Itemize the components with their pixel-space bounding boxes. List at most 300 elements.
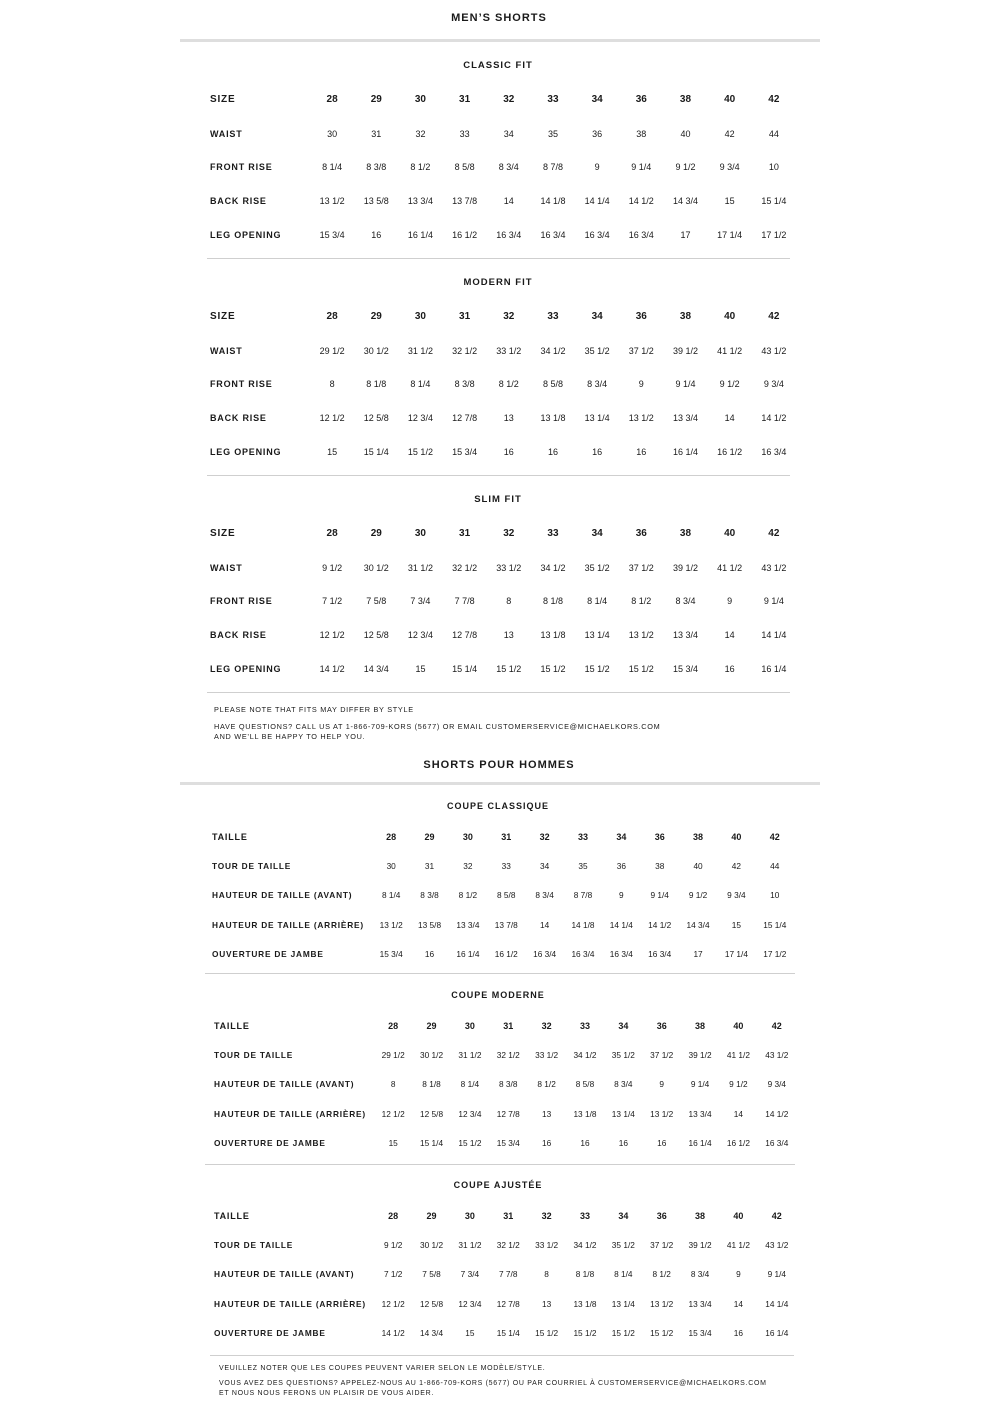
contact-note-fr: VOUS AVEZ DES QUESTIONS? APPELEZ-NOUS AU 1-866-709-KORS (5677) OU PAR COURRIEL À CUSTOMERSERVICE@MICHAELKORS.COM xyxy=(219,1380,767,1387)
size-header-cell: 38 xyxy=(679,528,692,540)
measurement-cell: 9 xyxy=(619,890,624,901)
fit-title-ajustee: COUPE AJUSTÉE xyxy=(453,1180,543,1190)
measurement-cell: 15 3/4 xyxy=(496,1138,520,1149)
measurement-row xyxy=(210,652,796,686)
measurement-cell: 9 3/4 xyxy=(763,379,784,390)
measurement-cell: 8 5/8 xyxy=(454,162,475,173)
measurement-cell: 32 1/2 xyxy=(496,1050,520,1061)
measurement-cell: 8 3/4 xyxy=(675,596,696,607)
measurement-cell: 8 3/4 xyxy=(690,1269,710,1280)
measurement-cell: 15 3/4 xyxy=(319,230,345,241)
measurement-cell: 30 1/2 xyxy=(420,1240,444,1251)
measurement-cell: 16 3/4 xyxy=(765,1138,789,1149)
measurement-cell: 33 1/2 xyxy=(535,1050,559,1061)
measurement-cell: 14 1/2 xyxy=(319,664,345,675)
measurement-cell: 8 1/8 xyxy=(366,379,387,390)
measurement-cell: 16 xyxy=(592,447,603,458)
measurement-cell: 9 3/4 xyxy=(767,1079,787,1090)
measurement-cell: 14 1/2 xyxy=(648,919,672,930)
measurement-cell: 8 3/4 xyxy=(498,162,519,173)
measurement-cell: 15 1/4 xyxy=(763,919,787,930)
measurement-cell: 13 1/4 xyxy=(584,630,610,641)
measurement-cell: 35 1/2 xyxy=(584,345,610,356)
measurement-cell: 8 xyxy=(329,379,335,390)
row-label: LEG OPENING xyxy=(210,230,282,241)
measurement-cell: 15 xyxy=(327,447,338,458)
size-header-cell: 33 xyxy=(547,311,559,323)
measurement-cell: 13 1/8 xyxy=(573,1108,597,1119)
size-header-cell: 28 xyxy=(388,1210,399,1221)
measurement-cell: 7 1/2 xyxy=(383,1269,403,1280)
measurement-cell: 12 7/8 xyxy=(496,1298,520,1309)
measurement-cell: 8 1/4 xyxy=(381,890,401,901)
measurement-cell: 43 1/2 xyxy=(761,345,787,356)
row-label: SIZE xyxy=(210,94,236,106)
measurement-cell: 16 1/4 xyxy=(688,1138,712,1149)
measurement-cell: 7 7/8 xyxy=(454,596,475,607)
measurement-cell: 14 xyxy=(540,919,550,930)
measurement-cell: 41 1/2 xyxy=(726,1050,750,1061)
measurement-row xyxy=(210,368,796,402)
size-header-cell: 34 xyxy=(618,1210,629,1221)
size-header-row xyxy=(210,83,796,117)
measurement-cell: 15 1/2 xyxy=(540,664,566,675)
measurement-cell: 8 3/8 xyxy=(499,1079,518,1090)
size-header-cell: 30 xyxy=(414,528,426,540)
measurement-cell: 8 5/8 xyxy=(575,1079,595,1090)
measurement-row xyxy=(212,881,794,910)
measurement-cell: 42 xyxy=(731,861,742,872)
measurement-cell: 8 1/4 xyxy=(322,162,343,173)
measurement-cell: 9 1/4 xyxy=(631,162,652,173)
measurement-cell: 14 3/4 xyxy=(420,1328,444,1339)
measurement-cell: 13 xyxy=(542,1298,552,1309)
measurement-row xyxy=(210,618,796,652)
measurement-row xyxy=(210,401,796,435)
measurement-cell: 15 1/4 xyxy=(363,447,389,458)
measurement-cell: 38 xyxy=(655,861,665,872)
size-header-cell: 28 xyxy=(326,528,338,540)
measurement-cell: 15 1/2 xyxy=(611,1328,635,1339)
measurement-cell: 40 xyxy=(693,861,703,872)
measurement-cell: 35 xyxy=(547,128,558,139)
size-header-row xyxy=(214,1011,796,1040)
measurement-cell: 17 1/2 xyxy=(761,230,787,241)
section-divider xyxy=(205,1164,795,1165)
measurement-cell: 13 5/8 xyxy=(363,196,389,207)
size-header-row xyxy=(210,517,796,551)
measurement-cell: 34 xyxy=(540,861,550,872)
measurement-cell: 41 1/2 xyxy=(726,1240,750,1251)
fit-title-classic: CLASSIC FIT xyxy=(463,60,533,71)
measurement-cell: 9 xyxy=(594,162,600,173)
measurement-cell: 14 1/2 xyxy=(628,196,654,207)
size-header-cell: 29 xyxy=(370,311,382,323)
measurement-cell: 14 1/4 xyxy=(765,1298,789,1309)
row-label: HAUTEUR DE TAILLE (ARRIÈRE) xyxy=(214,1108,366,1119)
measurement-cell: 15 1/4 xyxy=(452,664,478,675)
row-label: BACK RISE xyxy=(210,413,267,424)
measurement-cell: 39 1/2 xyxy=(672,562,698,573)
measurement-cell: 9 1/2 xyxy=(675,162,696,173)
size-header-cell: 42 xyxy=(768,528,780,540)
measurement-cell: 7 5/8 xyxy=(422,1269,441,1280)
measurement-cell: 14 3/4 xyxy=(672,196,698,207)
measurement-cell: 15 1/2 xyxy=(584,664,610,675)
measurement-cell: 9 xyxy=(736,1269,741,1280)
size-header-cell: 42 xyxy=(768,311,780,323)
measurement-cell: 13 1/2 xyxy=(319,196,345,207)
measurement-cell: 15 xyxy=(731,919,742,930)
row-label: HAUTEUR DE TAILLE (AVANT) xyxy=(214,1269,355,1280)
measurement-cell: 30 1/2 xyxy=(363,562,389,573)
fit-note-en: PLEASE NOTE THAT FITS MAY DIFFER BY STYLE xyxy=(214,705,414,714)
size-header-cell: 30 xyxy=(462,831,473,842)
measurement-cell: 16 xyxy=(636,447,647,458)
row-label: SIZE xyxy=(210,528,236,540)
measurement-cell: 14 xyxy=(733,1298,744,1309)
measurement-row xyxy=(210,551,796,585)
contact-note-fr-cont: ET NOUS NOUS FERONS UN PLAISIR DE VOUS AIDER. xyxy=(219,1390,434,1397)
row-label: TOUR DE TAILLE xyxy=(214,1240,294,1251)
row-label: HAUTEUR DE TAILLE (AVANT) xyxy=(212,890,353,901)
size-header-cell: 36 xyxy=(635,528,647,540)
measurement-cell: 16 1/2 xyxy=(494,949,518,960)
measurement-row xyxy=(210,117,796,151)
size-header-cell: 31 xyxy=(501,831,512,842)
measurement-cell: 8 3/4 xyxy=(587,379,608,390)
size-header-cell: 32 xyxy=(503,528,515,540)
measurement-cell: 13 1/4 xyxy=(584,413,610,424)
size-header-cell: 29 xyxy=(424,831,435,842)
measurement-cell: 8 3/4 xyxy=(535,890,554,901)
size-header-cell: 32 xyxy=(541,1020,552,1031)
measurement-cell: 16 xyxy=(503,447,514,458)
measurement-cell: 9 3/4 xyxy=(719,162,740,173)
measurement-cell: 34 1/2 xyxy=(573,1240,597,1251)
measurement-cell: 34 1/2 xyxy=(540,562,566,573)
measurement-cell: 8 3/4 xyxy=(614,1079,633,1090)
measurement-row xyxy=(210,151,796,185)
contact-note-en-cont: AND WE’LL BE HAPPY TO HELP YOU. xyxy=(214,732,366,741)
row-label: FRONT RISE xyxy=(210,379,273,390)
size-table-slim-fit xyxy=(210,517,796,686)
measurement-cell: 7 1/2 xyxy=(322,596,343,607)
size-header-cell: 38 xyxy=(679,94,692,106)
measurement-cell: 12 5/8 xyxy=(363,630,389,641)
measurement-cell: 8 1/8 xyxy=(422,1079,441,1090)
measurement-cell: 16 1/4 xyxy=(672,447,698,458)
size-table-coupe-moderne xyxy=(214,1011,796,1158)
measurement-row xyxy=(214,1099,796,1128)
size-header-cell: 31 xyxy=(459,311,471,323)
size-header-cell: 30 xyxy=(414,311,426,323)
measurement-row xyxy=(214,1289,796,1318)
measurement-cell: 8 7/8 xyxy=(542,162,563,173)
measurement-cell: 36 xyxy=(592,128,603,139)
size-header-cell: 30 xyxy=(464,1210,475,1221)
measurement-cell: 16 3/4 xyxy=(761,447,787,458)
measurement-cell: 14 xyxy=(724,413,735,424)
measurement-cell: 9 1/4 xyxy=(690,1079,710,1090)
measurement-cell: 12 7/8 xyxy=(496,1108,520,1119)
measurement-cell: 12 5/8 xyxy=(420,1108,444,1119)
measurement-cell: 16 xyxy=(547,447,558,458)
measurement-cell: 33 1/2 xyxy=(496,562,522,573)
page-title-fr: SHORTS POUR HOMMES xyxy=(423,759,575,771)
row-label: TAILLE xyxy=(214,1210,250,1221)
size-header-cell: 32 xyxy=(539,831,550,842)
measurement-cell: 13 3/4 xyxy=(456,919,480,930)
measurement-cell: 17 1/4 xyxy=(724,949,748,960)
measurement-row xyxy=(214,1230,796,1259)
size-header-cell: 28 xyxy=(326,311,338,323)
measurement-cell: 30 1/2 xyxy=(363,345,389,356)
measurement-cell: 14 1/8 xyxy=(571,919,595,930)
title-divider-fr xyxy=(180,782,820,785)
measurement-cell: 13 1/8 xyxy=(540,630,566,641)
measurement-cell: 31 1/2 xyxy=(458,1050,482,1061)
measurement-cell: 12 1/2 xyxy=(381,1298,405,1309)
measurement-cell: 17 xyxy=(693,949,703,960)
size-header-cell: 42 xyxy=(771,1020,782,1031)
measurement-cell: 13 1/2 xyxy=(628,413,654,424)
size-header-cell: 36 xyxy=(635,311,647,323)
measurement-cell: 16 xyxy=(618,1138,628,1149)
measurement-cell: 12 3/4 xyxy=(458,1298,482,1309)
measurement-cell: 14 xyxy=(503,196,514,207)
size-header-cell: 32 xyxy=(503,311,515,323)
size-header-cell: 40 xyxy=(733,1210,744,1221)
measurement-cell: 36 xyxy=(616,861,626,872)
measurement-cell: 14 xyxy=(724,630,735,641)
measurement-cell: 15 xyxy=(388,1138,398,1149)
measurement-cell: 16 xyxy=(542,1138,552,1149)
measurement-cell: 13 1/8 xyxy=(540,413,566,424)
measurement-cell: 8 1/2 xyxy=(498,379,519,390)
measurement-cell: 13 3/4 xyxy=(688,1108,712,1119)
measurement-cell: 9 1/2 xyxy=(729,1079,748,1090)
measurement-cell: 13 1/2 xyxy=(650,1108,674,1119)
section-divider xyxy=(210,1355,794,1356)
size-header-cell: 30 xyxy=(414,94,426,106)
measurement-cell: 13 3/4 xyxy=(688,1298,712,1309)
measurement-cell: 31 1/2 xyxy=(407,562,433,573)
size-header-cell: 40 xyxy=(724,528,736,540)
measurement-cell: 10 xyxy=(770,890,780,901)
measurement-cell: 15 3/4 xyxy=(379,949,403,960)
measurement-cell: 33 xyxy=(501,861,511,872)
measurement-cell: 16 1/2 xyxy=(726,1138,750,1149)
size-table-classic-fit xyxy=(210,83,796,252)
size-header-cell: 42 xyxy=(769,831,780,842)
measurement-cell: 16 3/4 xyxy=(648,949,672,960)
measurement-cell: 32 xyxy=(415,128,426,139)
measurement-cell: 15 3/4 xyxy=(452,447,478,458)
measurement-cell: 39 1/2 xyxy=(672,345,698,356)
measurement-cell: 16 3/4 xyxy=(533,949,557,960)
size-header-cell: 40 xyxy=(724,94,736,106)
measurement-cell: 14 1/4 xyxy=(609,919,633,930)
row-label: SIZE xyxy=(210,311,236,323)
size-header-cell: 33 xyxy=(547,94,559,106)
measurement-cell: 9 1/2 xyxy=(383,1240,403,1251)
measurement-cell: 34 xyxy=(503,128,514,139)
row-label: OUVERTURE DE JAMBE xyxy=(212,949,324,960)
measurement-row xyxy=(210,585,796,619)
measurement-cell: 8 1/2 xyxy=(652,1269,671,1280)
size-header-cell: 31 xyxy=(459,94,471,106)
row-label: WAIST xyxy=(210,128,243,139)
measurement-cell: 31 1/2 xyxy=(458,1240,482,1251)
fit-note-fr: VEUILLEZ NOTER QUE LES COUPES PEUVENT VARIER SELON LE MODÈLE/STYLE. xyxy=(219,1365,546,1372)
measurement-row xyxy=(214,1070,796,1099)
size-header-cell: 33 xyxy=(577,831,588,842)
measurement-row xyxy=(210,218,796,252)
measurement-cell: 33 1/2 xyxy=(496,345,522,356)
size-header-cell: 34 xyxy=(618,1020,629,1031)
measurement-cell: 31 xyxy=(371,128,382,139)
measurement-cell: 12 1/2 xyxy=(319,413,345,424)
measurement-cell: 41 1/2 xyxy=(717,345,743,356)
size-header-row xyxy=(212,822,794,851)
size-header-cell: 38 xyxy=(695,1020,706,1031)
size-header-cell: 36 xyxy=(654,831,665,842)
measurement-cell: 12 1/2 xyxy=(319,630,345,641)
measurement-cell: 15 1/4 xyxy=(420,1138,444,1149)
size-header-cell: 38 xyxy=(695,1210,706,1221)
measurement-cell: 13 3/4 xyxy=(407,196,433,207)
measurement-cell: 9 3/4 xyxy=(727,890,746,901)
measurement-cell: 43 1/2 xyxy=(761,562,787,573)
size-header-cell: 29 xyxy=(426,1020,437,1031)
measurement-cell: 13 3/4 xyxy=(672,413,698,424)
measurement-row xyxy=(210,334,796,368)
measurement-cell: 8 1/2 xyxy=(458,890,478,901)
row-label: OUVERTURE DE JAMBE xyxy=(214,1138,326,1149)
size-header-cell: 36 xyxy=(656,1020,667,1031)
measurement-cell: 14 1/2 xyxy=(765,1108,789,1119)
row-label: WAIST xyxy=(210,345,243,356)
measurement-row xyxy=(212,940,794,969)
size-table-coupe-ajustee xyxy=(214,1201,796,1348)
measurement-cell: 13 1/4 xyxy=(611,1108,635,1119)
measurement-cell: 13 1/2 xyxy=(650,1298,674,1309)
row-label: TAILLE xyxy=(214,1020,250,1031)
measurement-cell: 16 xyxy=(733,1328,744,1339)
measurement-cell: 15 1/2 xyxy=(458,1138,482,1149)
measurement-cell: 39 1/2 xyxy=(688,1240,712,1251)
size-header-cell: 29 xyxy=(370,528,382,540)
measurement-cell: 9 1/2 xyxy=(322,562,343,573)
measurement-cell: 8 1/2 xyxy=(631,596,652,607)
measurement-cell: 14 3/4 xyxy=(686,919,710,930)
size-table-modern-fit xyxy=(210,300,796,469)
measurement-cell: 13 5/8 xyxy=(418,919,442,930)
measurement-cell: 13 1/8 xyxy=(573,1298,597,1309)
measurement-cell: 8 xyxy=(506,596,512,607)
measurement-cell: 8 1/2 xyxy=(410,162,431,173)
measurement-row xyxy=(210,435,796,469)
measurement-cell: 15 xyxy=(724,196,735,207)
measurement-cell: 14 1/4 xyxy=(761,630,787,641)
measurement-cell: 8 xyxy=(390,1079,396,1090)
measurement-row xyxy=(214,1040,796,1069)
size-header-cell: 40 xyxy=(733,1020,744,1031)
measurement-cell: 15 1/2 xyxy=(573,1328,597,1339)
measurement-cell: 12 3/4 xyxy=(407,630,433,641)
title-divider-en xyxy=(180,39,820,42)
measurement-cell: 13 7/8 xyxy=(452,196,478,207)
measurement-cell: 14 1/8 xyxy=(540,196,566,207)
measurement-cell: 13 xyxy=(503,630,514,641)
measurement-cell: 17 1/4 xyxy=(717,230,743,241)
measurement-cell: 15 1/2 xyxy=(628,664,654,675)
row-label: BACK RISE xyxy=(210,196,267,207)
size-header-cell: 38 xyxy=(693,831,704,842)
size-header-cell: 34 xyxy=(616,831,627,842)
measurement-cell: 8 1/4 xyxy=(410,379,431,390)
measurement-cell: 32 xyxy=(463,861,473,872)
measurement-cell: 29 1/2 xyxy=(381,1050,405,1061)
measurement-cell: 30 xyxy=(386,861,396,872)
measurement-cell: 41 1/2 xyxy=(717,562,743,573)
measurement-cell: 44 xyxy=(770,861,780,872)
measurement-cell: 12 7/8 xyxy=(452,630,478,641)
measurement-cell: 35 1/2 xyxy=(584,562,610,573)
measurement-cell: 31 xyxy=(424,861,435,872)
measurement-cell: 16 3/4 xyxy=(628,230,654,241)
measurement-cell: 34 1/2 xyxy=(540,345,566,356)
measurement-cell: 15 1/4 xyxy=(496,1328,520,1339)
measurement-cell: 9 1/2 xyxy=(688,890,708,901)
fit-title-moderne: COUPE MODERNE xyxy=(451,990,545,1000)
size-header-cell: 34 xyxy=(591,311,603,323)
measurement-cell: 16 1/4 xyxy=(765,1328,789,1339)
measurement-cell: 43 1/2 xyxy=(765,1050,789,1061)
measurement-cell: 16 3/4 xyxy=(571,949,595,960)
measurement-cell: 12 3/4 xyxy=(407,413,433,424)
measurement-cell: 9 xyxy=(727,596,733,607)
measurement-cell: 8 1/2 xyxy=(537,1079,556,1090)
size-table-coupe-classique xyxy=(212,822,794,969)
measurement-row xyxy=(214,1319,796,1348)
measurement-cell: 8 1/4 xyxy=(587,596,608,607)
section-divider xyxy=(207,258,790,259)
measurement-cell: 33 1/2 xyxy=(535,1240,559,1251)
measurement-cell: 14 1/2 xyxy=(761,413,787,424)
row-label: HAUTEUR DE TAILLE (AVANT) xyxy=(214,1079,355,1090)
section-divider xyxy=(205,973,795,974)
size-header-cell: 31 xyxy=(503,1020,514,1031)
row-label: TAILLE xyxy=(212,831,248,842)
measurement-cell: 8 5/8 xyxy=(542,379,563,390)
measurement-cell: 13 7/8 xyxy=(494,919,518,930)
measurement-cell: 12 5/8 xyxy=(420,1298,444,1309)
measurement-cell: 13 1/2 xyxy=(628,630,654,641)
measurement-cell: 9 1/4 xyxy=(763,596,784,607)
section-divider xyxy=(207,692,790,693)
fit-title-modern: MODERN FIT xyxy=(463,277,533,288)
row-label: BACK RISE xyxy=(210,630,267,641)
measurement-cell: 37 1/2 xyxy=(650,1240,674,1251)
contact-note-en: HAVE QUESTIONS? CALL US AT 1-866-709-KORS (5677) OR EMAIL CUSTOMERSERVICE@MICHAELKORS.COM xyxy=(214,722,661,731)
measurement-cell: 15 xyxy=(415,664,426,675)
row-label: WAIST xyxy=(210,562,243,573)
measurement-cell: 10 xyxy=(768,162,779,173)
measurement-cell: 8 xyxy=(544,1269,549,1280)
measurement-cell: 8 3/8 xyxy=(420,890,439,901)
